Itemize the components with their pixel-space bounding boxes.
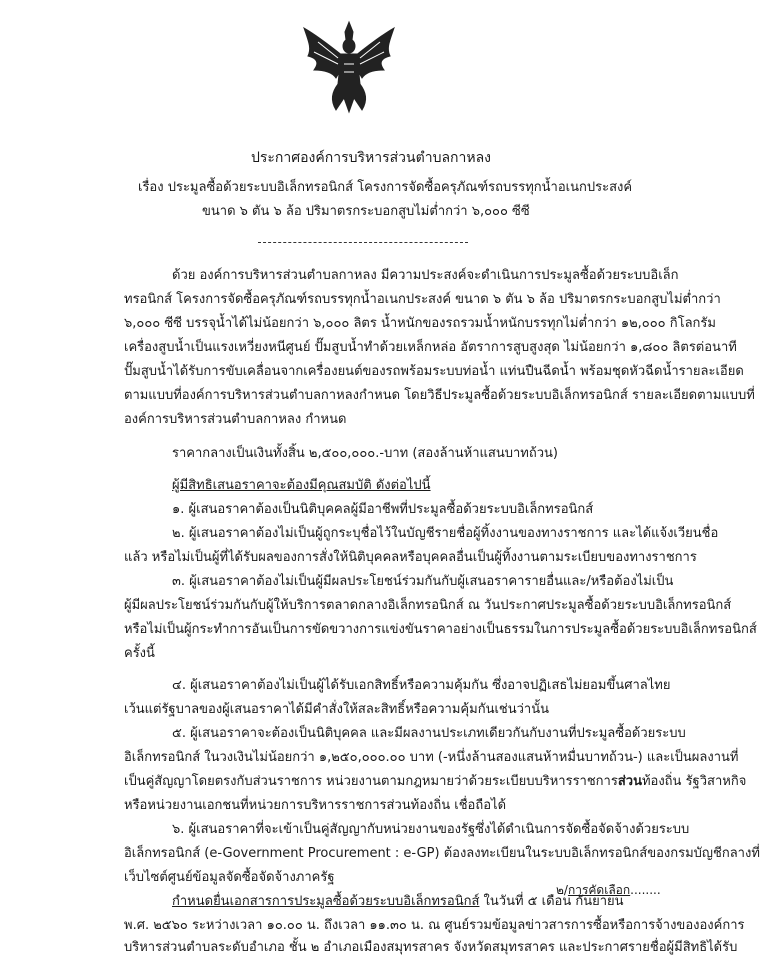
qualification-item-6-line-1: ๖. ผู้เสนอราคาที่จะเข้าเป็นคู่สัญญากับหน่วยงานของรัฐซึ่งได้ดำเนินการจัดซื้อจัดจ้างด้วยระบบ [172,822,690,837]
item-5-text-post: ท้องถิ่น รัฐวิสาหกิจ [641,774,747,789]
qualification-item-3-line-1: ๓. ผู้เสนอราคาต้องไม่เป็นผู้มีผลประโยชน์ร่วมกันกับผู้เสนอราคารายอื่นและ/หรือต้องไม่เป็น [172,574,674,589]
intro-line-5: ปั๊มสูบน้ำได้รับการขับเคลื่อนจากเครื่องยนต์ของรถพร้อมระบบท่อน้ำ แท่นปืนฉีดน้ำ พร้อมชุดหัวฉีดน้ำรายละเอียด [124,364,744,379]
page-continuation [556,882,661,898]
garuda-emblem-icon [298,18,400,118]
qualification-item-3-line-2: ผู้มีผลประโยชน์ร่วมกันกับผู้ให้บริการตลาดกลางอิเล็กทรอนิกส์ ณ วันประกาศประมูลซื้อด้วยระบบอิเล็กทรอนิกส์ [124,598,732,613]
qualification-item-5-line-3 [124,774,746,790]
subject-line-2: ขนาด ๖ ตัน ๖ ล้อ ปริมาตรกระบอกสูบไม่ต่ำกว่า ๖,๐๐๐ ซีซี [202,204,530,219]
submission-line-2: พ.ศ. ๒๕๖๐ ระหว่างเวลา ๑๐.๐๐ น. ถึงเวลา ๑๑.๓๐ น. ณ ศูนย์รวมข้อมูลข่าวสารการซื้อหรือการจ้างขององค์การ [124,918,745,933]
qualification-item-6-line-3: เว็บไซต์ศูนย์ข้อมูลจัดซื้อจัดจ้างภาครัฐ [124,870,335,885]
intro-line-6: ตามแบบที่องค์การบริหารส่วนตำบลกาหลงกำหนด โดยวิธีประมูลซื้อด้วยระบบอิเล็กทรอนิกส์ รายละเอียดตามแบบที่ [124,388,755,403]
continuation-dots: ........ [630,883,661,897]
intro-line-3: ๖,๐๐๐ ซีซี บรรจุน้ำได้ไม่น้อยกว่า ๖,๐๐๐ ลิตร น้ำหนักของรถรวมน้ำหนักบรรทุกไม่ต่ำกว่า ๑๒,๐๐๐ กิโลกรัม [124,316,716,331]
qualification-item-4-line-2: เว้นแต่รัฐบาลของผู้เสนอราคาได้มีคำสั่งให้สละสิทธิ์หรือความคุ้มกันเช่นว่านั้น [124,702,549,717]
title-separator [258,242,468,243]
qualification-item-2-line-2: แล้ว หรือไม่เป็นผู้ที่ได้รับผลของการสั่งให้นิติบุคคลหรือบุคคลอื่นเป็นผู้ทิ้งงานตามระเบียบของทางราชการ [124,550,697,565]
qualification-item-3-line-4: ครั้งนี้ [124,646,155,661]
qualification-item-4-line-1: ๔. ผู้เสนอราคาต้องไม่เป็นผู้ได้รับเอกสิทธิ์หรือความคุ้มกัน ซึ่งอาจปฏิเสธไม่ยอมขึ้นศาลไทย [172,678,671,693]
submission-date: ในวันที่ ๕ เดือน กันยายน [479,894,624,909]
qualification-item-2-line-1: ๒. ผู้เสนอราคาต้องไม่เป็นผู้ถูกระบุชื่อไว้ในบัญชีรายชื่อผู้ทิ้งงานของทางราชการ และได้แจ้งเวียนชื่อ [172,526,719,541]
median-price: ราคากลางเป็นเงินทั้งสิ้น ๒,๕๐๐,๐๐๐.-บาท (สองล้านห้าแสนบาทถ้วน) [172,446,558,461]
intro-line-1: ด้วย องค์การบริหารส่วนตำบลกาหลง มีความประสงค์จะดำเนินการประมูลซื้อด้วยระบบอิเล็ก [172,268,679,283]
submission-heading: กำหนดยื่นเอกสารการประมูลซื้อด้วยระบบอิเล็กทรอนิกส์ [172,894,480,909]
page-number-prefix: ๒/ [556,883,568,897]
qualification-item-6-line-2: อิเล็กทรอนิกส์ (e-Government Procurement : e-GP) ต้องลงทะเบียนในระบบอิเล็กทรอนิกส์ของกรมบัญชีกลางที่ [124,846,760,861]
qualification-item-1: ๑. ผู้เสนอราคาต้องเป็นนิติบุคคลผู้มีอาชีพที่ประมูลซื้อด้วยระบบอิเล็กทรอนิกส์ [172,502,594,517]
qualification-item-5-line-1: ๕. ผู้เสนอราคาจะต้องเป็นนิติบุคคล และมีผลงานประเภทเดียวกันกับงานที่ประมูลซื้อด้วยระบบ [172,726,686,741]
qualification-item-5-line-2: อิเล็กทรอนิกส์ ในวงเงินไม่น้อยกว่า ๑,๒๕๐,๐๐๐.๐๐ บาท (-หนึ่งล้านสองแสนห้าหมื่นบาทถ้วน-) และเป็นผลงานที่ [124,750,739,765]
next-section-word: การคัดเลือก [567,883,631,897]
qualifications-heading: ผู้มีสิทธิเสนอราคาจะต้องมีคุณสมบัติ ดังต่อไปนี้ [172,478,431,493]
qualification-item-3-line-3: หรือไม่เป็นผู้กระทำการอันเป็นการขัดขวางการแข่งขันราคาอย่างเป็นธรรมในการประมูลซื้อด้วยระบบอิเล็กทรอนิกส์ [124,622,757,637]
item-5-text-bold: ส่วน [617,774,642,789]
subject-line-1: เรื่อง ประมูลซื้อด้วยระบบอิเล็กทรอนิกส์ โครงการจัดซื้อครุภัณฑ์รถบรรทุกน้ำอเนกประสงค์ [138,180,633,195]
submission-line-3: บริหารส่วนตำบลระดับอำเภอ ชั้น ๒ อำเภอเมืองสมุทรสาคร จังหวัดสมุทรสาคร และประกาศรายชื่อผู้มีสิทธิได้รับ [124,940,738,955]
intro-line-7: องค์การบริหารส่วนตำบลกาหลง กำหนด [124,412,347,427]
intro-line-2: ทรอนิกส์ โครงการจัดซื้อครุภัณฑ์รถบรรทุกน้ำอเนกประสงค์ ขนาด ๖ ตัน ๖ ล้อ ปริมาตรกระบอกสูบไม่ต่ำกว่า [124,292,721,307]
qualification-item-5-line-4: หรือหน่วยงานเอกชนที่หน่วยการบริหารราชการส่วนท้องถิ่น เชื่อถือได้ [124,798,507,813]
intro-line-4: เครื่องสูบน้ำเป็นแรงเหวี่ยงหนีศูนย์ ปั๊มสูบน้ำทำด้วยเหล็กหล่อ อัตราการสูบสูงสุด ไม่น้อยกว่า ๑,๘๐๐ ลิตรต่อนาที [124,340,737,355]
announcement-title: ประกาศองค์การบริหารส่วนตำบลกาหลง [251,150,492,166]
item-5-text-pre: เป็นคู่สัญญาโดยตรงกับส่วนราชการ หน่วยงานตามกฎหมายว่าด้วยระเบียบบริหารราชการ [124,774,618,789]
